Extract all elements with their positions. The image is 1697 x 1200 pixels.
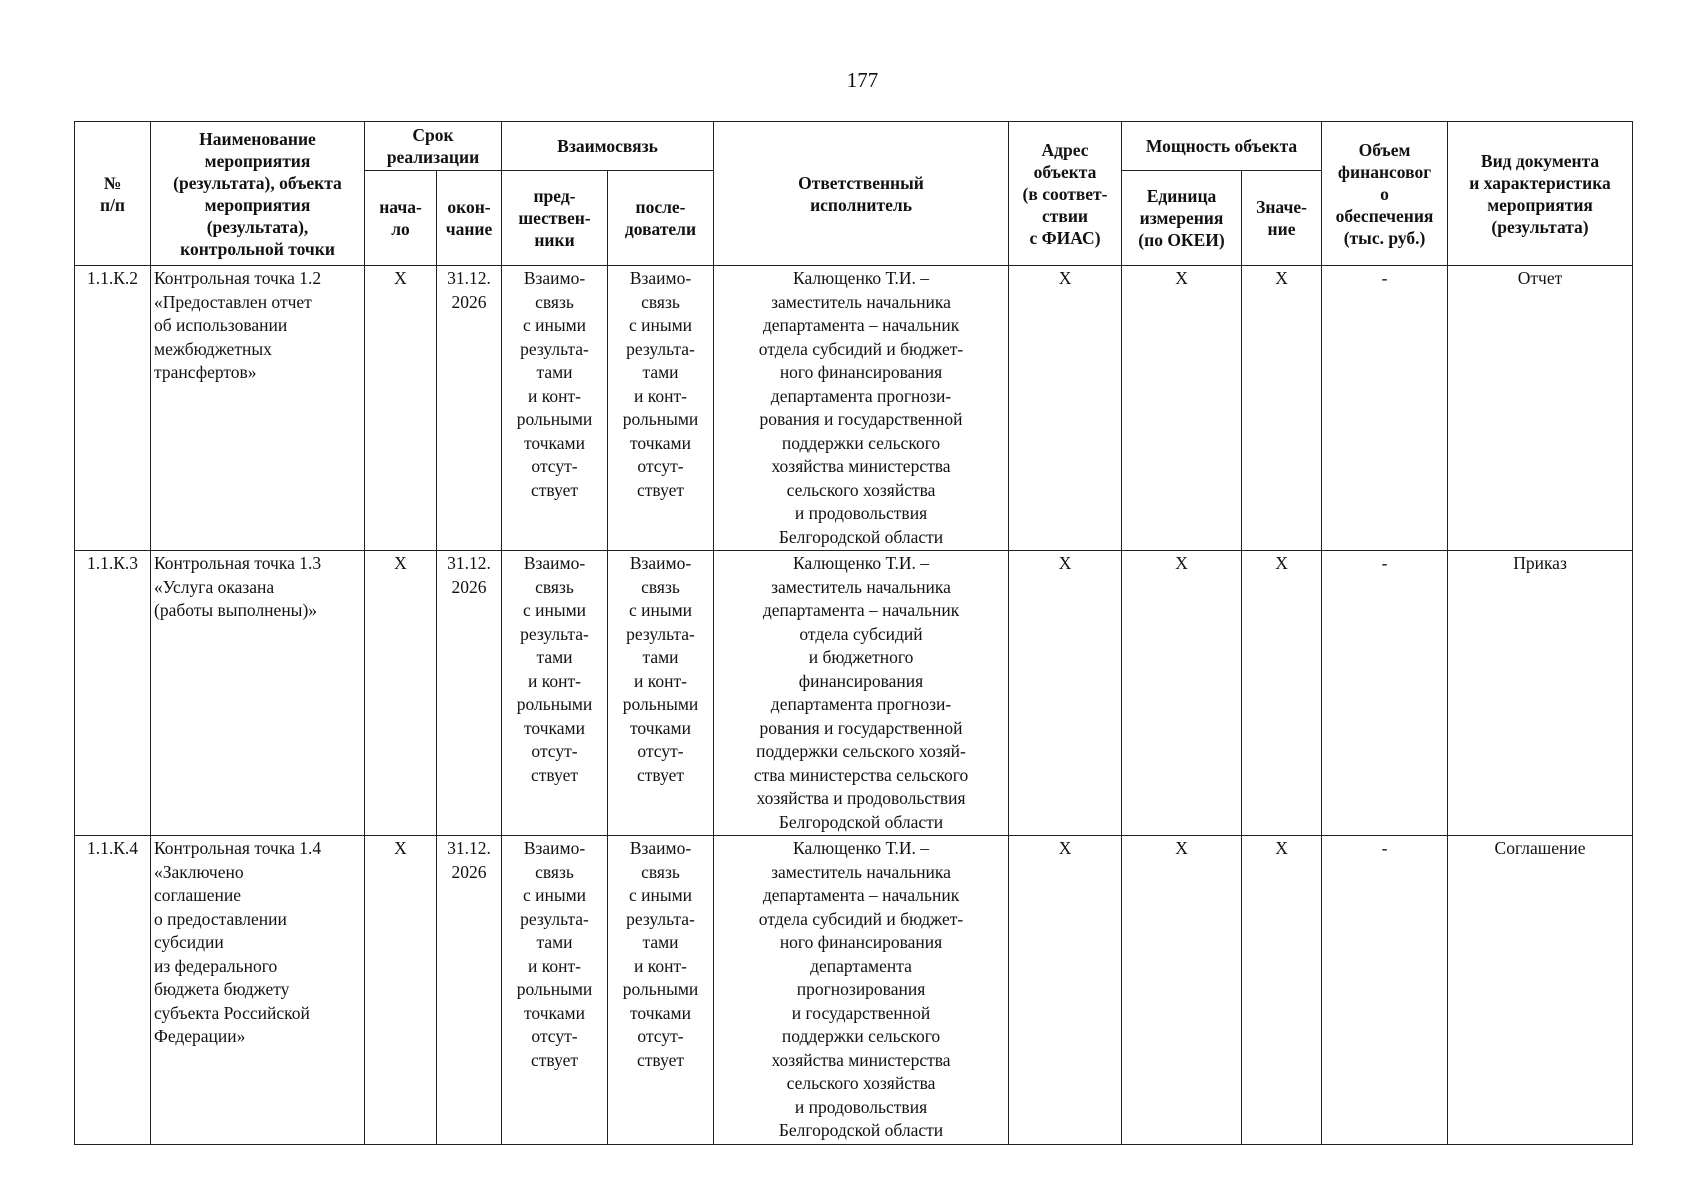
row-term-end: 31.12. 2026 xyxy=(437,551,502,836)
row-term-start: X xyxy=(365,551,437,836)
row-finance: - xyxy=(1322,551,1448,836)
activities-table xyxy=(74,121,1633,1145)
row-activity-name: Контрольная точка 1.2 «Предоставлен отчет об использовании межбюджетных трансфертов» xyxy=(151,266,365,551)
row-responsible: Калющенко Т.И. – заместитель начальника департамента – начальник отдела субсидий и бюджетного финансирования департамента прогнози- рования и государственной поддержки сельского хозяй- ства министерства сельского хозяйства и продовольствия Белгородской области xyxy=(714,551,1009,836)
header-capacity-value: Значе- ние xyxy=(1242,171,1322,266)
header-capacity-unit: Единица измерения (по ОКЕИ) xyxy=(1122,171,1242,266)
row-finance: - xyxy=(1322,836,1448,1145)
row-capacity-value: X xyxy=(1242,836,1322,1145)
row-activity-name: Контрольная точка 1.4 «Заключено соглашение о предоставлении субсидии из федерального бюджета бюджету субъекта Российской Федерации» xyxy=(151,836,365,1145)
header-activity-name: Наименование мероприятия (результата), объекта мероприятия (результата), контрольной точки xyxy=(151,122,365,266)
header-term: Срок реализации xyxy=(365,122,502,171)
row-capacity-unit: X xyxy=(1122,266,1242,551)
row-document-type: Соглашение xyxy=(1448,836,1633,1145)
row-activity-name: Контрольная точка 1.3 «Услуга оказана (работы выполнены)» xyxy=(151,551,365,836)
header-capacity: Мощность объекта xyxy=(1122,122,1322,171)
header-term-end: окон- чание xyxy=(437,171,502,266)
row-successors: Взаимо- связь с иными результа- тами и конт- рольными точками отсут- ствует xyxy=(608,551,714,836)
row-number: 1.1.К.2 xyxy=(75,266,151,551)
row-predecessors: Взаимо- связь с иными результа- тами и конт- рольными точками отсут- ствует xyxy=(502,266,608,551)
row-successors: Взаимо- связь с иными результа- тами и конт- рольными точками отсут- ствует xyxy=(608,266,714,551)
header-finance: Объем финансовог о обеспечения (тыс. руб.) xyxy=(1322,122,1448,266)
row-address: X xyxy=(1009,266,1122,551)
row-predecessors: Взаимо- связь с иными результа- тами и конт- рольными точками отсут- ствует xyxy=(502,836,608,1145)
row-number: 1.1.К.4 xyxy=(75,836,151,1145)
row-number: 1.1.К.3 xyxy=(75,551,151,836)
row-capacity-value: X xyxy=(1242,266,1322,551)
table-row xyxy=(75,551,1633,836)
row-capacity-unit: X xyxy=(1122,836,1242,1145)
table-row xyxy=(75,266,1633,551)
row-term-end: 31.12. 2026 xyxy=(437,266,502,551)
header-relationship: Взаимосвязь xyxy=(502,122,714,171)
header-responsible: Ответственный исполнитель xyxy=(714,122,1009,266)
table-row xyxy=(75,836,1633,1145)
row-document-type: Приказ xyxy=(1448,551,1633,836)
header-successors: после- дователи xyxy=(608,171,714,266)
row-capacity-value: X xyxy=(1242,551,1322,836)
row-capacity-unit: X xyxy=(1122,551,1242,836)
row-address: X xyxy=(1009,551,1122,836)
row-term-end: 31.12. 2026 xyxy=(437,836,502,1145)
page-number: 177 xyxy=(846,68,879,92)
header-document-type: Вид документа и характеристика мероприятия (результата) xyxy=(1448,122,1633,266)
row-predecessors: Взаимо- связь с иными результа- тами и конт- рольными точками отсут- ствует xyxy=(502,551,608,836)
header-number: № п/п xyxy=(75,122,151,266)
header-term-start: нача- ло xyxy=(365,171,437,266)
row-responsible: Калющенко Т.И. – заместитель начальника департамента – начальник отдела субсидий и бюджет- ного финансирования департамента прогнозирования и государственной поддержки сельского хозяйства министерства сельского хозяйства и продовольствия Белгородской области xyxy=(714,836,1009,1145)
row-address: X xyxy=(1009,836,1122,1145)
row-finance: - xyxy=(1322,266,1448,551)
header-address: Адрес объекта (в соответ- ствии с ФИАС) xyxy=(1009,122,1122,266)
row-term-start: X xyxy=(365,266,437,551)
row-term-start: X xyxy=(365,836,437,1145)
header-predecessors: пред- шествен- ники xyxy=(502,171,608,266)
row-successors: Взаимо- связь с иными результа- тами и конт- рольными точками отсут- ствует xyxy=(608,836,714,1145)
row-responsible: Калющенко Т.И. – заместитель начальника департамента – начальник отдела субсидий и бюджет- ного финансирования департамента прогнози- рования и государственной поддержки сельского хозяйства министерства сельского хозяйства и продовольствия Белгородской области xyxy=(714,266,1009,551)
table-header-row xyxy=(75,122,1633,171)
row-document-type: Отчет xyxy=(1448,266,1633,551)
